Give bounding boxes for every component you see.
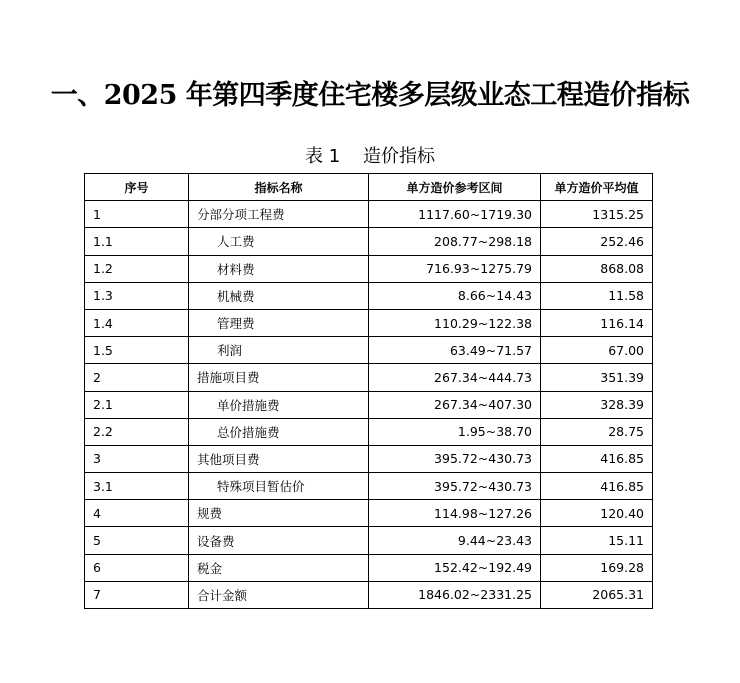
header-unit-cost-range: 单方造价参考区间 bbox=[369, 174, 541, 201]
row-range-cell: 8.66~14.43 bbox=[369, 282, 541, 309]
row-range-cell: 395.72~430.73 bbox=[369, 473, 541, 500]
row-name-cell: 规费 bbox=[189, 500, 369, 527]
row-index-cell: 7 bbox=[85, 581, 189, 608]
row-index-cell: 1.3 bbox=[85, 282, 189, 309]
row-range-cell: 152.42~192.49 bbox=[369, 554, 541, 581]
row-name-cell: 管理费 bbox=[189, 309, 369, 336]
header-index: 序号 bbox=[85, 174, 189, 201]
row-range-cell: 114.98~127.26 bbox=[369, 500, 541, 527]
row-average-cell: 416.85 bbox=[541, 445, 653, 472]
row-index-cell: 2.1 bbox=[85, 391, 189, 418]
row-range-cell: 63.49~71.57 bbox=[369, 337, 541, 364]
row-range-cell: 1.95~38.70 bbox=[369, 418, 541, 445]
row-name-cell: 设备费 bbox=[189, 527, 369, 554]
row-name-cell: 利润 bbox=[189, 337, 369, 364]
table-row bbox=[85, 255, 653, 282]
row-name-cell: 总价措施费 bbox=[189, 418, 369, 445]
row-range-cell: 267.34~407.30 bbox=[369, 391, 541, 418]
row-name-cell: 措施项目费 bbox=[189, 364, 369, 391]
row-average-cell: 328.39 bbox=[541, 391, 653, 418]
row-index-cell: 1.1 bbox=[85, 228, 189, 255]
row-index-cell: 6 bbox=[85, 554, 189, 581]
table-row bbox=[85, 391, 653, 418]
table-row bbox=[85, 201, 653, 228]
row-range-cell: 267.34~444.73 bbox=[369, 364, 541, 391]
row-index-cell: 1.4 bbox=[85, 309, 189, 336]
row-index-cell: 1.2 bbox=[85, 255, 189, 282]
row-name-cell: 机械费 bbox=[189, 282, 369, 309]
row-name-cell: 人工费 bbox=[189, 228, 369, 255]
table-row bbox=[85, 364, 653, 391]
table-row bbox=[85, 445, 653, 472]
row-index-cell: 4 bbox=[85, 500, 189, 527]
row-range-cell: 110.29~122.38 bbox=[369, 309, 541, 336]
row-index-cell: 2.2 bbox=[85, 418, 189, 445]
table-row bbox=[85, 228, 653, 255]
row-range-cell: 208.77~298.18 bbox=[369, 228, 541, 255]
row-average-cell: 67.00 bbox=[541, 337, 653, 364]
table-row bbox=[85, 500, 653, 527]
table-row bbox=[85, 309, 653, 336]
row-index-cell: 3 bbox=[85, 445, 189, 472]
row-average-cell: 116.14 bbox=[541, 309, 653, 336]
cost-index-table bbox=[84, 173, 653, 609]
row-average-cell: 11.58 bbox=[541, 282, 653, 309]
table-row bbox=[85, 282, 653, 309]
row-index-cell: 1 bbox=[85, 201, 189, 228]
table-header-row bbox=[85, 174, 653, 201]
table-row bbox=[85, 554, 653, 581]
row-index-cell: 1.5 bbox=[85, 337, 189, 364]
row-index-cell: 5 bbox=[85, 527, 189, 554]
table-caption: 表 1 造价指标 bbox=[304, 146, 436, 167]
page-heading: 一、2025 年第四季度住宅楼多层级业态工程造价指标 bbox=[50, 80, 690, 111]
row-range-cell: 716.93~1275.79 bbox=[369, 255, 541, 282]
header-indicator-name: 指标名称 bbox=[189, 174, 369, 201]
row-name-cell: 税金 bbox=[189, 554, 369, 581]
row-average-cell: 416.85 bbox=[541, 473, 653, 500]
row-range-cell: 395.72~430.73 bbox=[369, 445, 541, 472]
row-range-cell: 1846.02~2331.25 bbox=[369, 581, 541, 608]
table-body bbox=[85, 201, 653, 609]
table-row bbox=[85, 418, 653, 445]
row-average-cell: 15.11 bbox=[541, 527, 653, 554]
table-row bbox=[85, 473, 653, 500]
table-row bbox=[85, 581, 653, 608]
row-index-cell: 2 bbox=[85, 364, 189, 391]
table-row bbox=[85, 527, 653, 554]
header-unit-cost-average: 单方造价平均值 bbox=[541, 174, 653, 201]
row-average-cell: 28.75 bbox=[541, 418, 653, 445]
row-name-cell: 其他项目费 bbox=[189, 445, 369, 472]
table-row bbox=[85, 337, 653, 364]
row-range-cell: 9.44~23.43 bbox=[369, 527, 541, 554]
row-range-cell: 1117.60~1719.30 bbox=[369, 201, 541, 228]
row-name-cell: 材料费 bbox=[189, 255, 369, 282]
row-average-cell: 868.08 bbox=[541, 255, 653, 282]
row-index-cell: 3.1 bbox=[85, 473, 189, 500]
row-average-cell: 351.39 bbox=[541, 364, 653, 391]
row-average-cell: 2065.31 bbox=[541, 581, 653, 608]
row-average-cell: 1315.25 bbox=[541, 201, 653, 228]
row-name-cell: 分部分项工程费 bbox=[189, 201, 369, 228]
row-name-cell: 合计金额 bbox=[189, 581, 369, 608]
row-name-cell: 特殊项目暂估价 bbox=[189, 473, 369, 500]
row-average-cell: 252.46 bbox=[541, 228, 653, 255]
row-average-cell: 169.28 bbox=[541, 554, 653, 581]
row-name-cell: 单价措施费 bbox=[189, 391, 369, 418]
row-average-cell: 120.40 bbox=[541, 500, 653, 527]
